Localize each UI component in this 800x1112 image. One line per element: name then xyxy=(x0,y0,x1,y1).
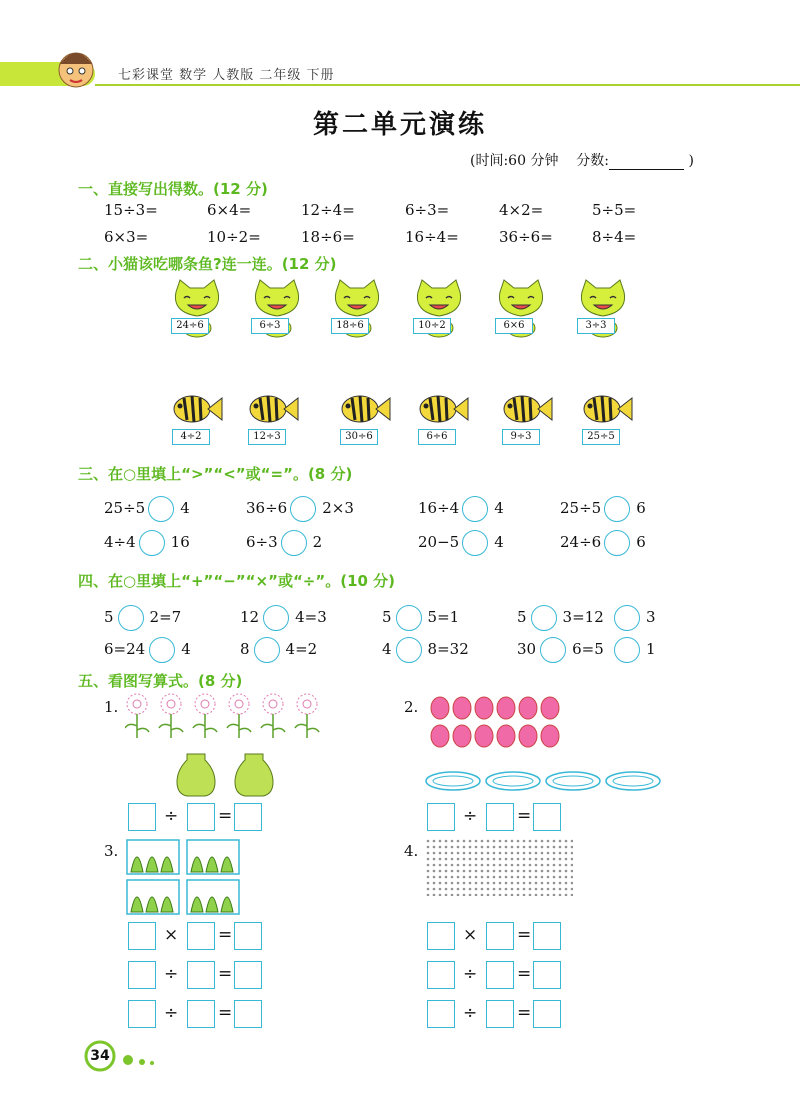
equals-symbol: = xyxy=(517,806,532,826)
operator-symbol: ÷ xyxy=(164,964,179,984)
answer-box[interactable] xyxy=(486,1000,514,1028)
time-score-line xyxy=(470,150,694,170)
answer-box[interactable] xyxy=(234,1000,262,1028)
operator-circle[interactable] xyxy=(396,605,422,631)
operator-left: 5 xyxy=(104,608,114,626)
answer-box[interactable] xyxy=(234,961,262,989)
operator-item xyxy=(240,637,317,663)
operator-circle[interactable] xyxy=(540,637,566,663)
answer-box[interactable] xyxy=(533,1000,561,1028)
fish-icon xyxy=(246,392,300,426)
operator-item xyxy=(240,605,327,631)
answer-box[interactable] xyxy=(427,922,455,950)
section-1-title: 一、直接写出得数。(12 分) xyxy=(78,180,268,198)
answer-box[interactable] xyxy=(533,922,561,950)
operator-circle[interactable] xyxy=(263,605,289,631)
cat-expression: 24÷6 xyxy=(171,318,209,334)
equals-symbol: = xyxy=(218,964,233,984)
equals-symbol: = xyxy=(218,925,233,945)
flowers-image xyxy=(125,692,335,742)
compare-right: 4 xyxy=(494,533,504,551)
oral-calc-item: 16÷4= xyxy=(405,228,459,246)
score-label: 分数: xyxy=(576,153,609,169)
operator-item xyxy=(382,637,469,663)
cat-expression: 10÷2 xyxy=(413,318,451,334)
cat-expression: 3÷3 xyxy=(577,318,615,334)
equals-symbol: = xyxy=(517,1003,532,1023)
compare-left: 16÷4 xyxy=(418,499,460,517)
answer-box[interactable] xyxy=(533,803,561,831)
operator-item xyxy=(517,605,604,631)
operator-symbol: × xyxy=(164,925,179,945)
fish-expression: 12÷3 xyxy=(248,429,286,445)
header-text: 七彩课堂 数学 人教版 二年级 下册 xyxy=(118,68,335,83)
oral-calc-item: 4×2= xyxy=(499,201,544,219)
answer-box[interactable] xyxy=(427,803,455,831)
operator-right: 4 xyxy=(181,640,191,658)
compare-item xyxy=(418,530,504,556)
operator-right: 2=7 xyxy=(149,608,182,626)
oral-calc-item: 12÷4= xyxy=(301,201,355,219)
answer-box[interactable] xyxy=(128,961,156,989)
compare-item xyxy=(418,496,504,522)
fish-expression: 6÷6 xyxy=(418,429,456,445)
fish-expression: 4÷2 xyxy=(172,429,210,445)
operator-item xyxy=(517,637,604,663)
score-blank[interactable] xyxy=(609,155,684,170)
operator-right: 5=1 xyxy=(427,608,460,626)
compare-right: 6 xyxy=(636,499,646,517)
compare-circle[interactable] xyxy=(281,530,307,556)
answer-box[interactable] xyxy=(128,803,156,831)
answer-box[interactable] xyxy=(533,961,561,989)
page-title: 第二单元演练 xyxy=(312,110,487,140)
cat-expression: 6÷3 xyxy=(251,318,289,334)
answer-box[interactable] xyxy=(187,803,215,831)
cat-expression: 18÷6 xyxy=(331,318,369,334)
operator-right: 1 xyxy=(646,640,656,658)
fish-expression: 9÷3 xyxy=(502,429,540,445)
operator-circle[interactable] xyxy=(531,605,557,631)
fish-icon xyxy=(338,392,392,426)
fish-icon xyxy=(580,392,634,426)
operator-left: 12 xyxy=(240,608,260,626)
fish-icon xyxy=(416,392,470,426)
operator-right: 4=3 xyxy=(295,608,327,626)
plates-image xyxy=(425,768,670,794)
compare-right: 6 xyxy=(636,533,646,551)
compare-right: 2×3 xyxy=(322,499,354,517)
operator-symbol: ÷ xyxy=(164,806,179,826)
operator-item xyxy=(610,605,656,631)
equals-symbol: = xyxy=(517,925,532,945)
operator-left: 8 xyxy=(240,640,250,658)
operator-left: 5 xyxy=(517,608,527,626)
answer-box[interactable] xyxy=(187,922,215,950)
problem-4-label: 4. xyxy=(404,842,419,860)
oral-calc-item: 5÷5= xyxy=(592,201,637,219)
oral-calc-item: 6×3= xyxy=(104,228,149,246)
operator-circle[interactable] xyxy=(396,637,422,663)
operator-circle[interactable] xyxy=(254,637,280,663)
pattern-image xyxy=(425,838,573,896)
answer-box[interactable] xyxy=(486,803,514,831)
compare-left: 20−5 xyxy=(418,533,460,551)
header-line xyxy=(95,84,800,86)
equals-symbol: = xyxy=(218,806,233,826)
answer-box[interactable] xyxy=(486,961,514,989)
operator-item xyxy=(104,637,191,663)
answer-box[interactable] xyxy=(427,961,455,989)
answer-box[interactable] xyxy=(486,922,514,950)
vases-image xyxy=(175,750,285,798)
fish-expression: 25÷5 xyxy=(582,429,620,445)
compare-item xyxy=(104,496,190,522)
compare-circle[interactable] xyxy=(148,496,174,522)
oral-calc-item: 18÷6= xyxy=(301,228,355,246)
time-label: (时间:60 分钟 xyxy=(470,153,559,169)
compare-item xyxy=(246,496,354,522)
answer-box[interactable] xyxy=(234,803,262,831)
operator-left: 4 xyxy=(382,640,392,658)
operator-item xyxy=(382,605,459,631)
compare-item xyxy=(560,496,646,522)
mascot-icon xyxy=(50,40,102,92)
problem-3-label: 3. xyxy=(104,842,119,860)
compare-circle[interactable] xyxy=(462,530,488,556)
operator-right: 3 xyxy=(646,608,656,626)
compare-left: 25÷5 xyxy=(560,499,602,517)
problem-1-label: 1. xyxy=(104,698,119,716)
fish-icon xyxy=(170,392,224,426)
compare-left: 6÷3 xyxy=(246,533,278,551)
section-5-title: 五、看图写算式。(8 分) xyxy=(78,672,243,690)
answer-box[interactable] xyxy=(427,1000,455,1028)
close-paren: ) xyxy=(688,153,694,169)
section-3-title: 三、在○里填上“>”“<”或“=”。(8 分) xyxy=(78,465,353,483)
compare-circle[interactable] xyxy=(462,496,488,522)
compare-item xyxy=(246,530,322,556)
operator-item xyxy=(610,637,656,663)
operator-symbol: ÷ xyxy=(463,806,478,826)
section-2-title: 二、小猫该吃哪条鱼?连一连。(12 分) xyxy=(78,255,337,273)
cat-expression: 6×6 xyxy=(495,318,533,334)
operator-circle[interactable] xyxy=(118,605,144,631)
equals-symbol: = xyxy=(517,964,532,984)
compare-right: 4 xyxy=(494,499,504,517)
oral-calc-item: 10÷2= xyxy=(207,228,261,246)
compare-left: 4÷4 xyxy=(104,533,136,551)
oral-calc-item: 6÷3= xyxy=(405,201,450,219)
oral-calc-item: 15÷3= xyxy=(104,201,158,219)
operator-right: 6=5 xyxy=(572,640,604,658)
answer-box[interactable] xyxy=(187,1000,215,1028)
bamboo-shoots-image xyxy=(125,838,245,916)
oral-calc-item: 8÷4= xyxy=(592,228,637,246)
fish-expression: 30÷6 xyxy=(340,429,378,445)
problem-2-label: 2. xyxy=(404,698,419,716)
compare-left: 24÷6 xyxy=(560,533,602,551)
operator-left: 6=24 xyxy=(104,640,146,658)
answer-box[interactable] xyxy=(128,1000,156,1028)
operator-circle[interactable] xyxy=(614,637,640,663)
answer-box[interactable] xyxy=(187,961,215,989)
compare-right: 2 xyxy=(312,533,323,551)
compare-circle[interactable] xyxy=(290,496,316,522)
compare-item xyxy=(560,530,646,556)
section-4-title: 四、在○里填上“+”“−”“×”或“÷”。(10 分) xyxy=(78,572,396,590)
compare-right: 4 xyxy=(180,499,190,517)
operator-symbol: ÷ xyxy=(463,964,478,984)
compare-item xyxy=(104,530,190,556)
operator-item xyxy=(104,605,181,631)
oral-calc-item: 36÷6= xyxy=(499,228,553,246)
operator-left: 5 xyxy=(382,608,392,626)
operator-right: 8=32 xyxy=(427,640,469,658)
compare-circle[interactable] xyxy=(604,496,630,522)
equals-symbol: = xyxy=(218,1003,233,1023)
matching-panel xyxy=(163,278,631,450)
oral-calc-item: 6×4= xyxy=(207,201,252,219)
operator-right: 3=12 xyxy=(562,608,604,626)
compare-left: 36÷6 xyxy=(246,499,288,517)
compare-circle[interactable] xyxy=(139,530,165,556)
answer-box[interactable] xyxy=(128,922,156,950)
answer-box[interactable] xyxy=(234,922,262,950)
operator-right: 4=2 xyxy=(285,640,318,658)
operator-symbol: × xyxy=(463,925,478,945)
fish-icon xyxy=(500,392,554,426)
compare-right: 16 xyxy=(170,533,190,551)
operator-circle[interactable] xyxy=(614,605,640,631)
page-number: 34 xyxy=(90,1048,110,1064)
operator-symbol: ÷ xyxy=(164,1003,179,1023)
operator-left: 30 xyxy=(517,640,537,658)
strawberries-image xyxy=(430,696,570,752)
compare-circle[interactable] xyxy=(604,530,630,556)
compare-left: 25÷5 xyxy=(104,499,146,517)
operator-symbol: ÷ xyxy=(463,1003,478,1023)
operator-circle[interactable] xyxy=(149,637,175,663)
